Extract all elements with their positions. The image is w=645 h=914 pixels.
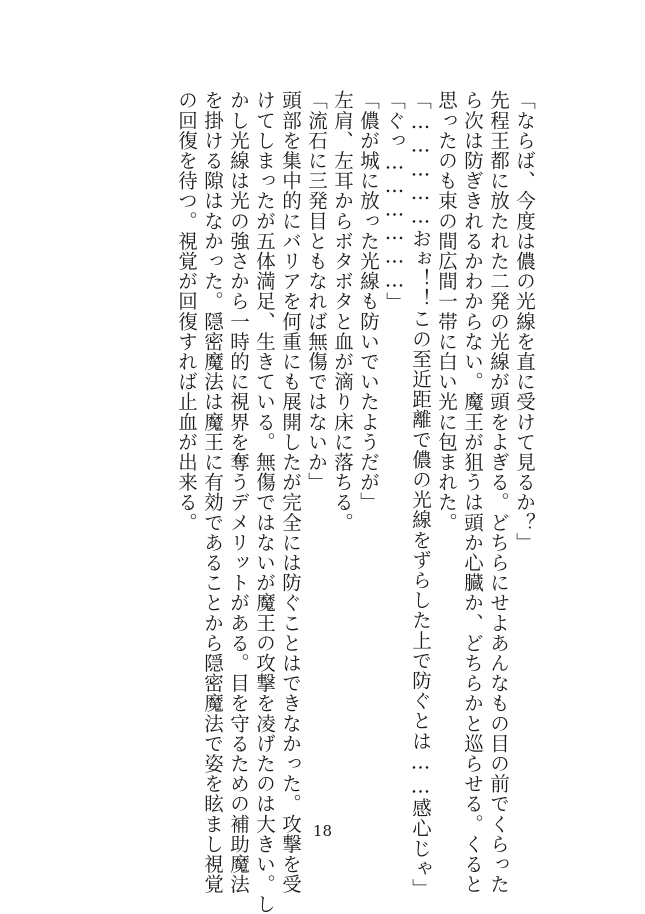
text-line: 「……………おぉ！！この至近距離で儂の光線をずらした上で防ぐとは……感心じゃ」	[409, 90, 432, 899]
text-line: 「儂が城に放った光線も防いでいたようだが」	[357, 90, 380, 513]
text-line: の回復を待つ。視覚が回復すれば止血が出来る。	[175, 90, 198, 533]
text-line: 先程王都に放たれた二発の光線が頭をよぎる。どちらにせよあんなもの目の前でくらった	[487, 90, 510, 894]
text-line: 思ったのも束の間広間一帯に白い光に包まれた。	[435, 90, 458, 533]
text-line: 左肩、左耳からボタボタと血が滴り床に落ちる。	[331, 90, 354, 533]
text-line: 「流石に三発目ともなれば無傷ではないか」	[305, 90, 328, 492]
text-line: けてしまったが五体満足、生きている。無傷ではないが魔王の攻撃を凌げたのは大きい。し	[253, 90, 276, 914]
page-number: 18	[312, 822, 333, 840]
text-line: 頭部を集中的にバリアを何重にも展開したが完全には防ぐことはできなかった。攻撃を受	[279, 90, 302, 894]
text-line: 「ならば、今度は儂の光線を直に受けて見るか？」	[513, 90, 536, 553]
text-line: ら次は防ぎきれるかわからない。魔王が狙うは頭か心臓か、どちらかと巡らせる。くると	[461, 90, 484, 894]
text-line: を掛ける隙はなかった。隠密魔法は魔王に有効であることから隠密魔法で姿を眩まし視覚	[201, 90, 224, 894]
text-line: かし光線は光の強さから一時的に視界を奪うデメリットがある。目を守るための補助魔法	[227, 90, 250, 894]
text-line: 「ぐっ………………」	[383, 90, 406, 312]
